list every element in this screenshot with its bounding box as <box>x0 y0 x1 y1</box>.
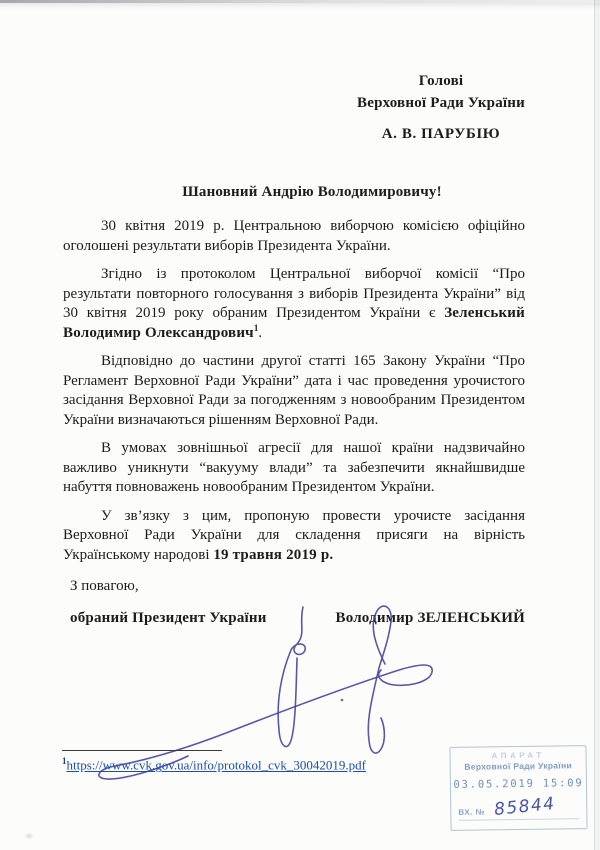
stamp-reg-number: 85844 <box>492 793 557 820</box>
footnote-rule <box>62 750 222 751</box>
signer-name: Володимир ЗЕЛЕНСЬКИЙ <box>335 610 525 626</box>
scan-smudge <box>26 834 32 838</box>
stamp-org-line2: Верховної Ради України <box>464 760 573 772</box>
salutation: Шановний Андрію Володимировичу! <box>182 184 442 200</box>
paragraph-law: Відповідно до частини другої статті 165 Закону України “Про Регламент Верховної Ради України” дата і час проведення урочистого засідання Верховної Ради за погодженням з новообраним Президентом України визначаються рішенням Верховної Ради. <box>63 353 525 428</box>
signer-title: обраний Президент України <box>70 610 267 626</box>
stamp-registration <box>458 793 576 820</box>
inauguration-date: 19 травня 2019 р. <box>213 546 334 563</box>
paragraph-protocol-text: Згідно із протоколом Центральної виборчої комісії “Про результати повторного голосування з виборів Президента України” від 30 квітня 2019 року обраним Президентом України є <box>63 266 525 321</box>
addressee-name: А. В. ПАРУБІЮ <box>381 126 501 142</box>
footnote-reference: 1 <box>253 322 259 333</box>
scan-edge-right-wash <box>595 0 600 850</box>
letter-body <box>63 217 525 574</box>
paragraph-results: 30 квітня 2019 р. Центральною виборчою комісією офіційно оголошені результати виборів Президента України. <box>63 218 525 254</box>
closing-regards: З повагою, <box>70 578 139 594</box>
signature-ink-dot <box>341 699 344 702</box>
footnote-marker: 1 <box>62 756 67 766</box>
paragraph-protocol-period: . <box>258 324 263 341</box>
paragraph-protocol <box>63 265 525 343</box>
signature-row <box>70 610 525 627</box>
footnote-link[interactable]: https://www.cvk.gov.ua/info/protokol_cvk_30042019.pdf <box>66 757 366 773</box>
footnote <box>62 756 366 773</box>
addressee-org: Верховної Ради України <box>357 95 525 111</box>
paragraph-urgency: В умовах зовнішньої агресії для нашої країни надзвичайно важливо уникнути “вакууму влади” та забезпечити якнайшвидше набуття повноважень новообраним Президентом України. <box>63 440 525 495</box>
paragraph-proposal-text: У зв’язку з цим, пропоную провести урочисте засідання Верховної Ради України для складення присяги на вірність Українському народові <box>63 507 525 563</box>
addressee-block <box>330 70 552 145</box>
incoming-registration-stamp <box>449 745 587 831</box>
elected-president-name: Зеленський Володимир Олександрович <box>63 305 525 341</box>
scan-edge-top-fade <box>0 3 600 9</box>
paragraph-proposal <box>63 507 525 566</box>
stamp-reg-label: ВХ. № <box>458 807 486 817</box>
addressee-role: Голові <box>418 73 464 89</box>
stamp-org-line1: АПАРАТ <box>491 750 545 761</box>
stamp-datetime: 03.05.2019 15:09 <box>453 777 584 791</box>
